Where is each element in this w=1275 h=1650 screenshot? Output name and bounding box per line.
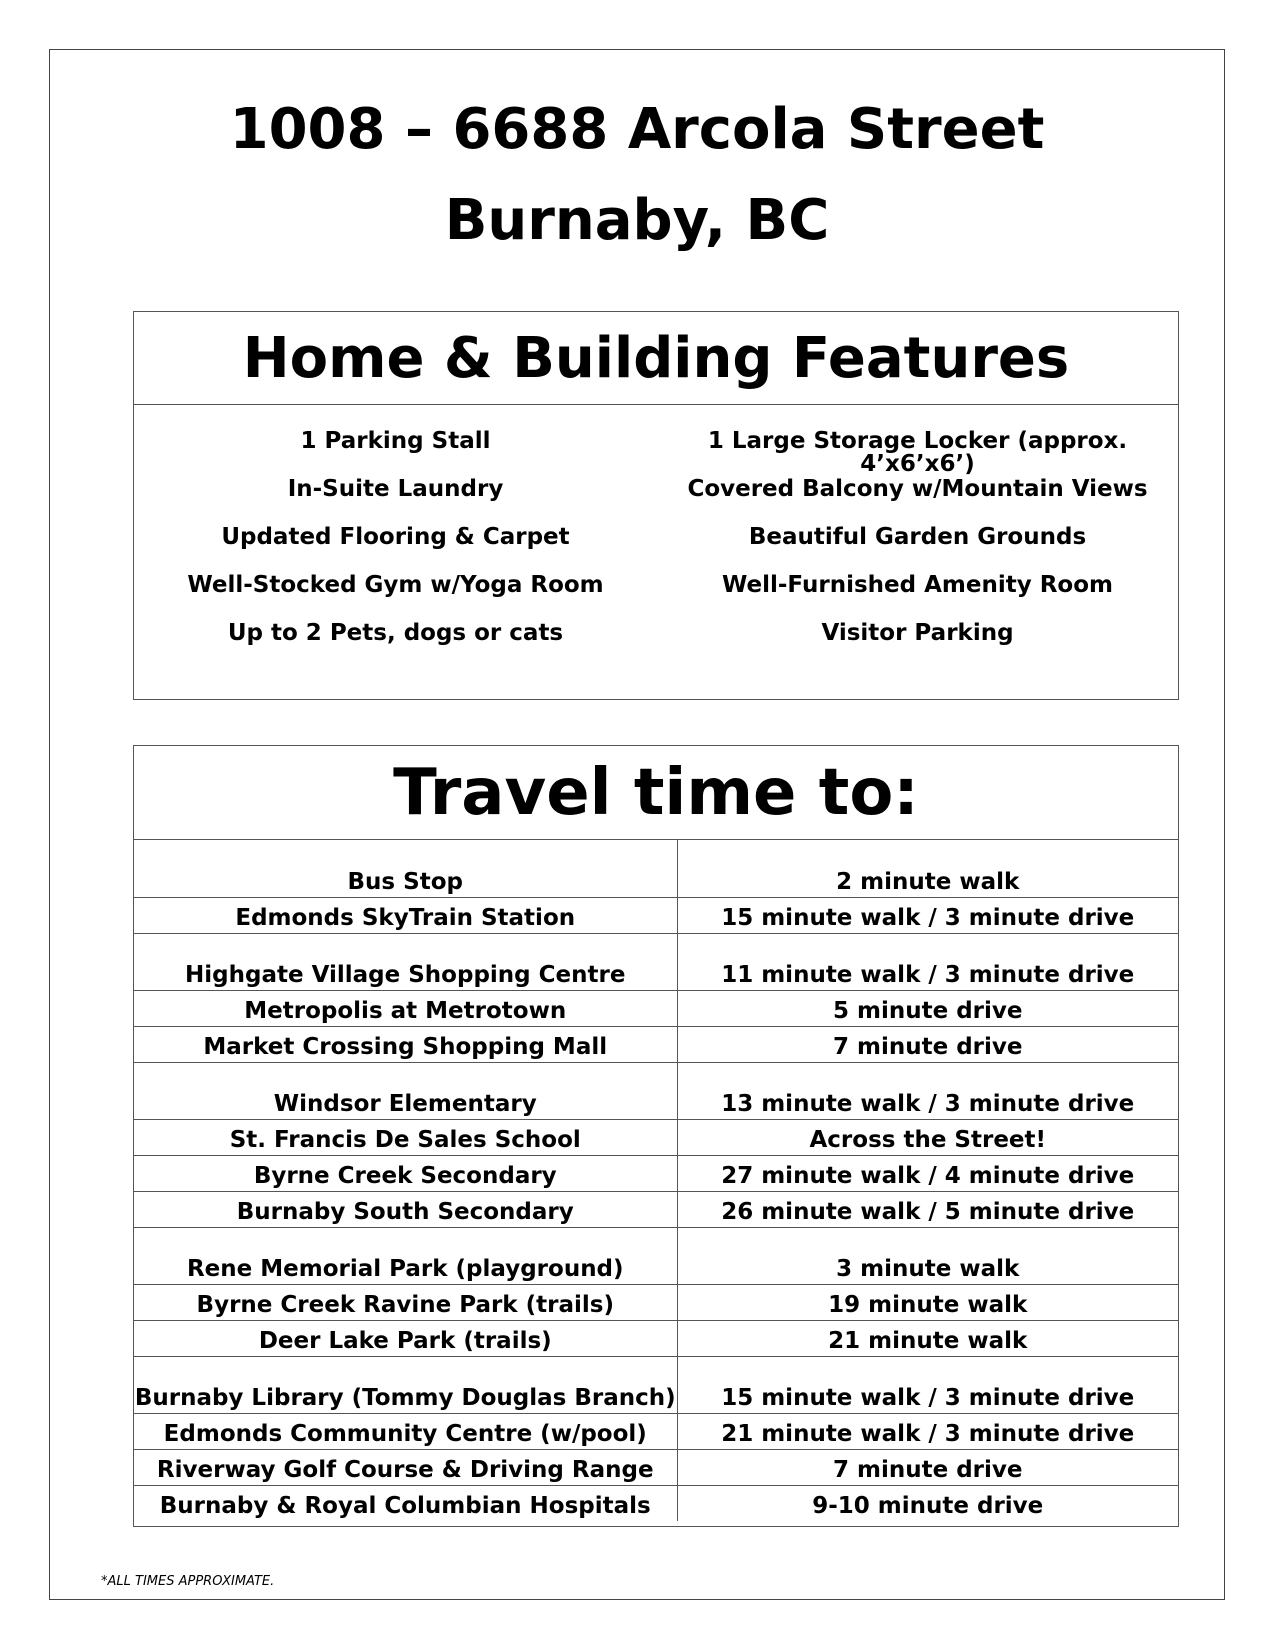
travel-time-cell: 9-10 minute drive	[677, 1485, 1178, 1521]
table-row	[134, 1356, 1178, 1413]
feature-item: Up to 2 Pets, dogs or cats	[227, 620, 564, 646]
table-row	[134, 840, 1178, 897]
feature-item: Covered Balcony w/Mountain Views	[687, 476, 1148, 502]
destination-cell: Metropolis at Metrotown	[134, 990, 677, 1026]
feature-item: 1 Parking Stall	[300, 428, 491, 454]
table-row	[134, 1413, 1178, 1449]
travel-heading: Travel time to:	[134, 746, 1178, 840]
travel-time-cell: 2 minute walk	[836, 868, 1020, 895]
feature-row	[134, 574, 1178, 622]
footnote: *ALL TIMES APPROXIMATE.	[101, 1574, 275, 1589]
destination-cell: Windsor Elementary	[134, 1062, 677, 1119]
travel-time-cell: 13 minute walk / 3 minute drive	[677, 1062, 1178, 1119]
table-row	[134, 1191, 1178, 1227]
travel-time-cell: 19 minute walk	[677, 1284, 1178, 1320]
travel-time-cell: 11 minute walk / 3 minute drive	[677, 933, 1178, 990]
travel-time-cell: 21 minute walk	[677, 1320, 1178, 1356]
table-row	[134, 1026, 1178, 1062]
feature-row	[134, 526, 1178, 574]
destination-cell: Bus Stop	[134, 840, 677, 897]
travel-box	[133, 745, 1179, 1527]
travel-time-cell: 15 minute walk / 3 minute drive	[677, 1356, 1178, 1413]
travel-table	[134, 840, 1178, 1521]
feature-item: 1 Large Storage Locker (approx. 4’x6’x6’)	[707, 428, 1128, 477]
feature-item: Updated Flooring & Carpet	[221, 524, 570, 550]
table-row	[134, 1062, 1178, 1119]
destination-cell: Burnaby South Secondary	[134, 1191, 677, 1227]
feature-item: Beautiful Garden Grounds	[748, 524, 1087, 550]
destination-cell: Burnaby Library (Tommy Douglas Branch)	[134, 1356, 677, 1413]
destination-cell: Edmonds Community Centre (w/pool)	[134, 1413, 677, 1449]
feature-item: In-Suite Laundry	[287, 476, 504, 502]
destination-cell: Rene Memorial Park (playground)	[134, 1227, 677, 1284]
table-row	[134, 897, 1178, 933]
table-row	[134, 1155, 1178, 1191]
features-box	[133, 311, 1179, 700]
table-row	[134, 1485, 1178, 1521]
table-row	[134, 1284, 1178, 1320]
destination-cell: Byrne Creek Ravine Park (trails)	[134, 1284, 677, 1320]
travel-time-cell: 7 minute drive	[677, 1026, 1178, 1062]
travel-time-cell: 26 minute walk / 5 minute drive	[677, 1191, 1178, 1227]
destination-cell: Deer Lake Park (trails)	[134, 1320, 677, 1356]
feature-item: Visitor Parking	[821, 620, 1014, 646]
table-row	[134, 1449, 1178, 1485]
table-row	[134, 1227, 1178, 1284]
feature-item: Well-Stocked Gym w/Yoga Room	[187, 572, 604, 598]
table-row	[134, 1320, 1178, 1356]
destination-cell: Highgate Village Shopping Centre	[134, 933, 677, 990]
destination-cell: Burnaby & Royal Columbian Hospitals	[134, 1485, 677, 1521]
destination-cell: Market Crossing Shopping Mall	[134, 1026, 677, 1062]
feature-row	[134, 478, 1178, 526]
destination-cell: Byrne Creek Secondary	[134, 1155, 677, 1191]
travel-time-cell: 27 minute walk / 4 minute drive	[677, 1155, 1178, 1191]
travel-time-cell: 5 minute drive	[677, 990, 1178, 1026]
destination-cell: St. Francis De Sales School	[134, 1119, 677, 1155]
travel-time-cell: 3 minute walk	[677, 1227, 1178, 1284]
features-heading: Home & Building Features	[134, 312, 1178, 405]
destination-cell: Riverway Golf Course & Driving Range	[134, 1449, 677, 1485]
table-row	[134, 990, 1178, 1026]
travel-time-cell: 21 minute walk / 3 minute drive	[677, 1413, 1178, 1449]
feature-row	[134, 622, 1178, 670]
table-row	[134, 1119, 1178, 1155]
travel-time-cell: 7 minute drive	[677, 1449, 1178, 1485]
travel-time-cell: 15 minute walk / 3 minute drive	[677, 897, 1178, 933]
address-line-1: 1008 – 6688 Arcola Street	[229, 97, 1045, 162]
destination-cell: Edmonds SkyTrain Station	[134, 897, 677, 933]
features-list	[134, 430, 1178, 670]
travel-time-cell: Across the Street!	[677, 1119, 1178, 1155]
table-row	[134, 933, 1178, 990]
address-line-2: Burnaby, BC	[444, 188, 830, 253]
feature-row	[134, 430, 1178, 478]
feature-item: Well-Furnished Amenity Room	[721, 572, 1114, 598]
